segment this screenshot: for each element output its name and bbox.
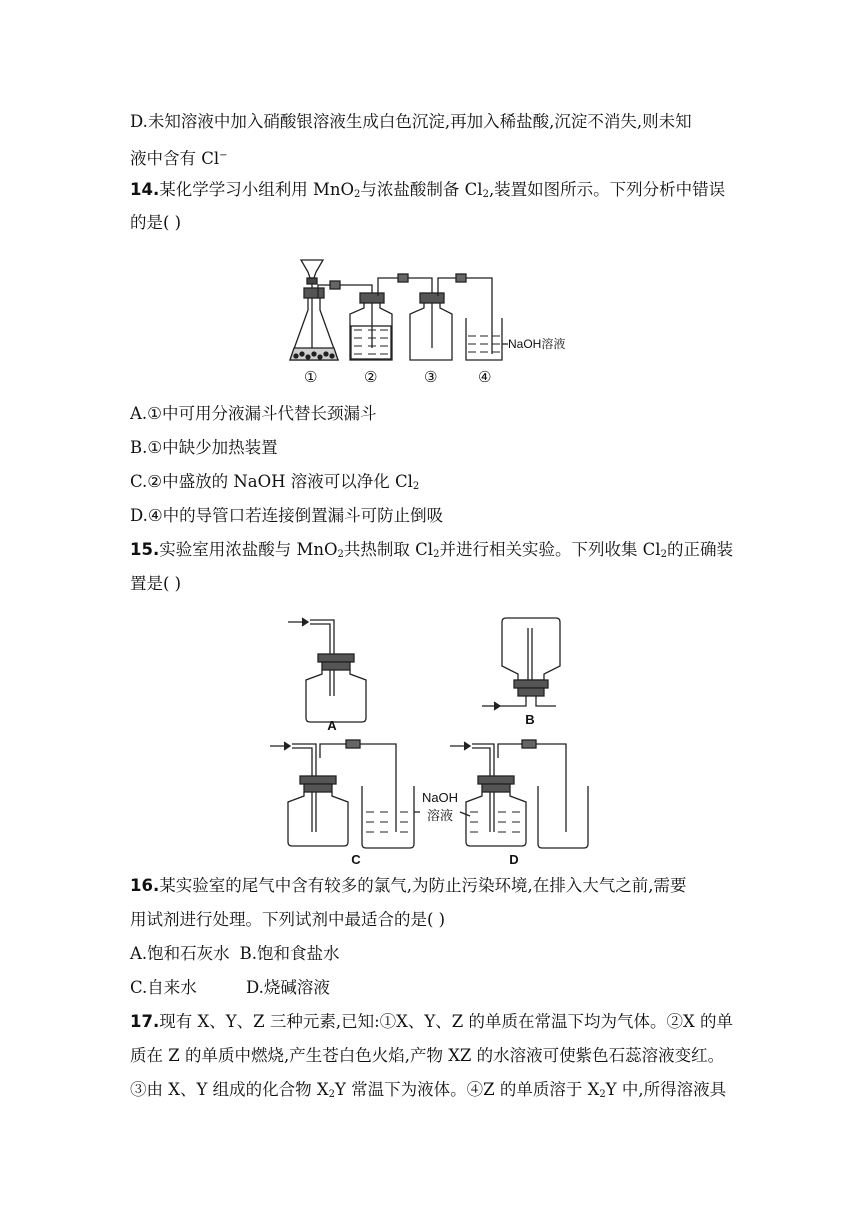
- q16-options-row2: [130, 976, 730, 1000]
- q17-number: 17.: [130, 1012, 160, 1031]
- q16-option-c: C.自来水: [130, 978, 197, 997]
- q15-stem-line2: 置是( ): [130, 574, 182, 593]
- q14-label-3: ③: [424, 369, 438, 386]
- q14-label-4: ④: [478, 369, 492, 386]
- q16-number: 16.: [130, 876, 160, 895]
- q14-number: 14.: [130, 180, 160, 199]
- q15-naoh-label-line2: 溶液: [426, 808, 454, 823]
- q13-option-d-line2: 液中含有 Cl−: [130, 149, 228, 168]
- q17-line2: 质在 Z 的单质中燃烧,产生苍白色火焰,产物 XZ 的水溶液可使紫色石蕊溶液变红。: [130, 1046, 725, 1065]
- q13-option-d-line1: D.未知溶液中加入硝酸银溶液生成白色沉淀,再加入稀盐酸,沉淀不消失,则未知: [130, 112, 692, 131]
- q15-label-a: A: [327, 718, 337, 733]
- q15-label-b: B: [525, 712, 535, 727]
- q15-label-d: D: [509, 852, 519, 867]
- q15-label-c: C: [351, 852, 361, 867]
- q15-naoh-label-line1: NaOH: [421, 790, 459, 805]
- q16-option-d: D.烧碱溶液: [246, 978, 330, 997]
- q14-option-a: A.①中可用分液漏斗代替长颈漏斗: [130, 404, 377, 423]
- q16-stem-line1: 16.某实验室的尾气中含有较多的氯气,为防止污染环境,在排入大气之前,需要: [130, 876, 687, 895]
- q14-label-2: ②: [364, 369, 378, 386]
- q14-option-c: C.②中盛放的 NaOH 溶液可以净化 $Cl_2$: [130, 472, 420, 492]
- q15-number: 15.: [130, 540, 160, 559]
- q14-stem-line2: 的是( ): [130, 213, 182, 232]
- q14-stem-line1: 14.某化学学习小组利用 MnO$_2$与浓盐酸制备 $Cl_2$,装置如图所示。下列分析中错误: [130, 180, 726, 200]
- q17-line3: ③由 X、Y 组成的化合物 $X_2Y$ 常温下为液体。④Z 的单质溶于 $X_2Y$ 中,所得溶液具: [130, 1080, 727, 1100]
- q15-stem-line1: 15.实验室用浓盐酸与 MnO$_2$共热制取 $Cl_2$并进行相关实验。下列收集 $Cl_2$的正确装: [130, 540, 733, 560]
- q16-option-a: A.饱和石灰水: [130, 944, 230, 963]
- q17-line1: 17.现有 X、Y、Z 三种元素,已知:①X、Y、Z 的单质在常温下均为气体。②X 的单: [130, 1012, 733, 1031]
- q14-apparatus-figure: [280, 248, 590, 388]
- q14-label-1: ①: [304, 369, 318, 386]
- q14-option-d: D.④中的导管口若连接倒置漏斗可防止倒吸: [130, 506, 444, 525]
- q16-stem-line2: 用试剂进行处理。下列试剂中最适合的是( ): [130, 910, 446, 929]
- q14-option-b: B.①中缺少加热装置: [130, 438, 278, 457]
- q15-apparatus-figure: [270, 600, 600, 870]
- q16-options-row1: [130, 942, 730, 966]
- q14-naoh-label: NaOH溶液: [508, 337, 566, 351]
- q16-option-b: B.饱和食盐水: [239, 944, 340, 963]
